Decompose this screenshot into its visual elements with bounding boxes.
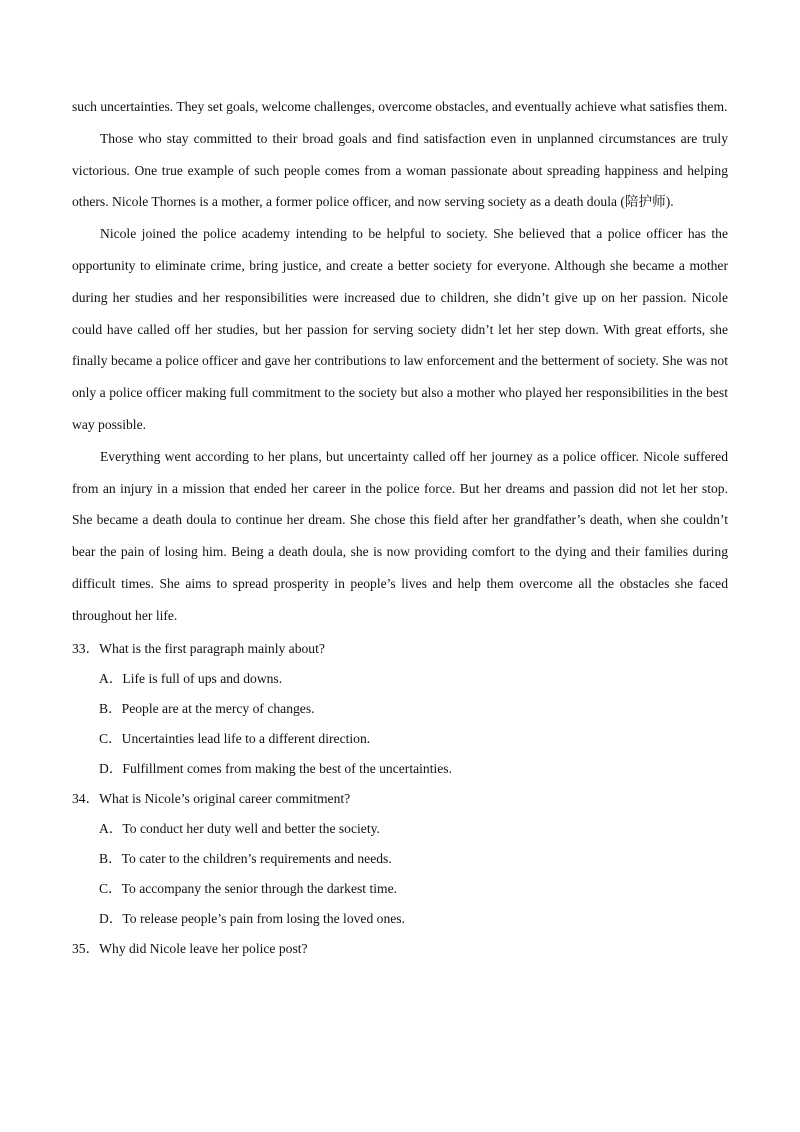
passage-paragraph-3: Nicole joined the police academy intending to be helpful to society. She believed that a police officer has the opportunity to eliminate crime, bring justice, and create a better society for everyone. Although she became a mother during her studies and her responsibilities were increased due to children, she didn’t give up on her passion. Nicole could have called off her studies, but her passion for serving society didn’t let her step down. With great efforts, she finally became a police officer and gave her contributions to law enforcement and the betterment of society. She was not only a police officer making full commitment to the society but also a mother who played her responsibilities in the best way possible.	[72, 226, 728, 432]
question-stem: 35．Why did Nicole leave her police post?	[72, 940, 308, 956]
question-34	[72, 784, 728, 934]
option-b: B．To cater to the children’s requirements and needs.	[99, 850, 392, 866]
question-stem: 33．What is the first paragraph mainly about?	[72, 640, 325, 656]
question-33	[72, 634, 728, 784]
question-35	[72, 934, 728, 964]
option-a: A．To conduct her duty well and better the society.	[99, 820, 380, 836]
option-b: B．People are at the mercy of changes.	[99, 700, 315, 716]
option-d: D．To release people’s pain from losing the loved ones.	[99, 910, 405, 926]
option-a: A．Life is full of ups and downs.	[99, 670, 283, 686]
passage-paragraph-4: Everything went according to her plans, but uncertainty called off her journey as a police officer. Nicole suffered from an injury in a mission that ended her career in the police force. But her dreams and passion did not let her stop. She became a death doula to continue her dream. She chose this field after her grandfather’s death, when she couldn’t bear the pain of losing him. Being a death doula, she is now providing comfort to the dying and their families during difficult times. She aims to spread prosperity in people’s lives and help them overcome all the obstacles she faced throughout her life.	[72, 448, 728, 623]
option-c: C．Uncertainties lead life to a different direction.	[99, 730, 371, 746]
document-page	[72, 91, 728, 964]
option-d: D．Fulfillment comes from making the best of the uncertainties.	[99, 760, 452, 776]
question-stem: 34．What is Nicole’s original career commitment?	[72, 790, 351, 806]
passage-paragraph-2: Those who stay committed to their broad goals and find satisfaction even in unplanned circumstances are truly victorious. One true example of such people comes from a woman passionate about spreading happiness and helping others. Nicole Thornes is a mother, a former police officer, and now serving society as a death doula (陪护师).	[72, 130, 728, 210]
passage-paragraph-1: such uncertainties. They set goals, welcome challenges, overcome obstacles, and eventually achieve what satisfies them.	[72, 99, 728, 114]
option-c: C．To accompany the senior through the darkest time.	[99, 880, 398, 896]
